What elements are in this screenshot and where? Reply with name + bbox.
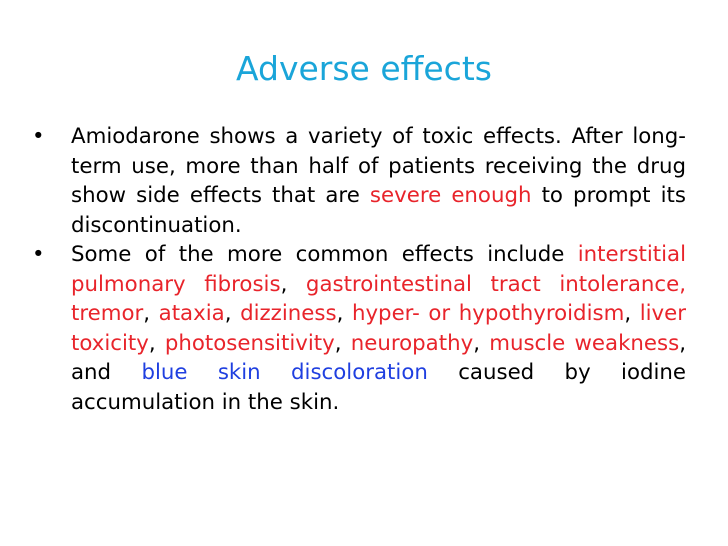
text-segment: , xyxy=(143,301,159,326)
text-segment: , xyxy=(624,301,640,326)
highlight-segment: liver toxicity xyxy=(71,301,687,356)
bullet-list xyxy=(32,122,686,417)
text-segment: , xyxy=(224,301,241,326)
highlight-segment: photosensitivity xyxy=(164,330,335,356)
bullet-icon: • xyxy=(32,242,45,267)
highlight-segment: muscle weakness xyxy=(489,330,680,356)
text-segment: , xyxy=(148,330,165,356)
text-segment: Some of the more common effects include xyxy=(71,242,578,267)
highlight-segment: dizziness xyxy=(240,301,337,326)
highlight-segment: gastrointestinal tract intolerance, tremor xyxy=(71,271,687,326)
text-segment: , xyxy=(473,330,490,356)
text-segment: Amiodarone shows a variety of toxic effects. After long-term use, more than half of patients receiving the drug show side effects that are xyxy=(71,124,686,208)
text-segment: to prompt its discontinuation. xyxy=(71,183,686,238)
slide-title: Adverse effects xyxy=(236,49,492,88)
highlight-segment: interstitial pulmonary fibrosis xyxy=(71,242,686,297)
bullet-item-2 xyxy=(32,240,686,417)
highlight-segment: ataxia xyxy=(158,301,225,326)
text-segment: , xyxy=(280,271,306,297)
text-segment: , xyxy=(336,301,352,326)
text-segment: , xyxy=(334,330,351,356)
text-segment: caused by iodine accumulation in the skin. xyxy=(71,360,687,415)
highlight-segment: hyper- or hypothyroidism xyxy=(351,301,625,326)
bullet-icon: • xyxy=(32,124,45,149)
text-segment: , and xyxy=(71,330,686,385)
highlight-segment: severe enough xyxy=(369,183,532,208)
highlight-segment-blue: blue skin discoloration xyxy=(141,360,428,385)
highlight-segment: neuropathy xyxy=(350,330,474,356)
bullet-item-1 xyxy=(32,122,686,240)
